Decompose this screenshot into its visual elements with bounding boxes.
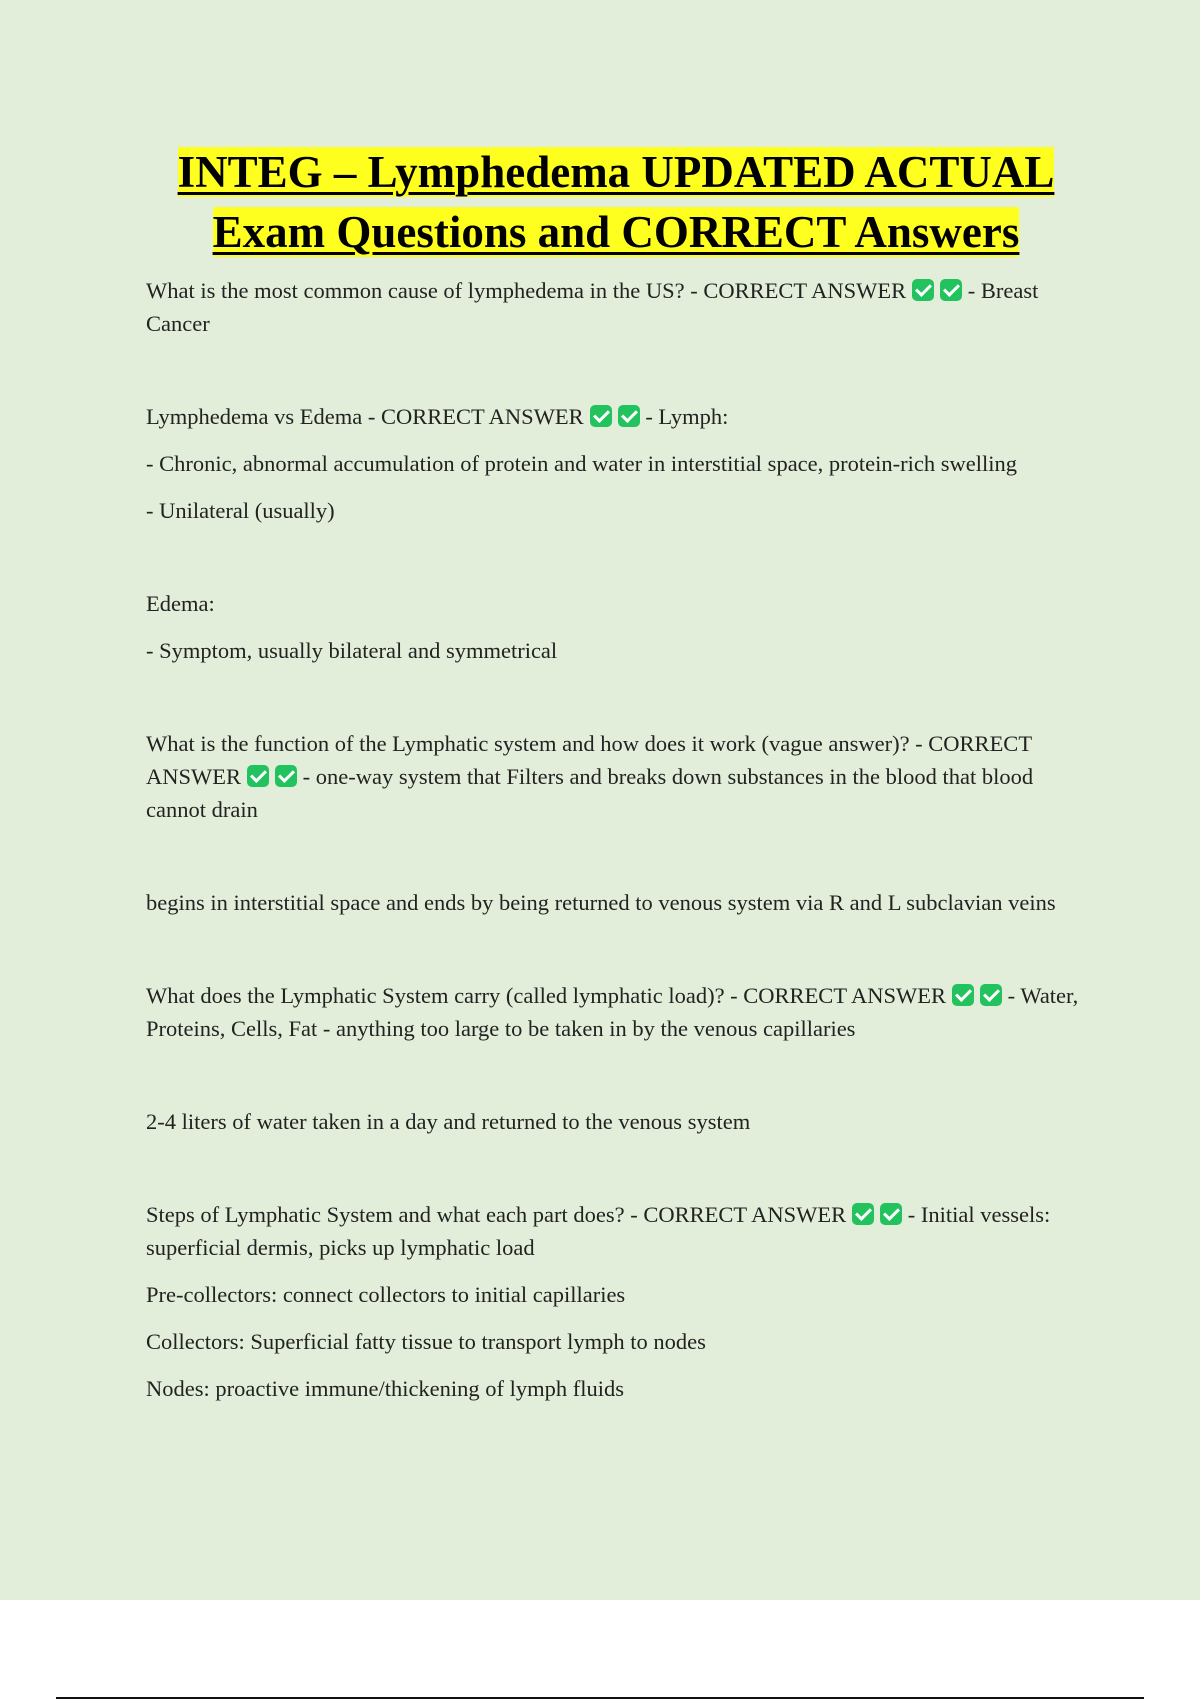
checkmark-box-icon bbox=[912, 279, 934, 301]
question-text: Steps of Lymphatic System and what each part does? - bbox=[146, 1202, 644, 1227]
answer-text: - Initial vessels: superficial dermis, picks up lymphatic load bbox=[146, 1202, 1051, 1260]
question-text: Lymphedema vs Edema - bbox=[146, 404, 381, 429]
answer-marker: CORRECT ANSWER bbox=[703, 278, 907, 303]
checkmark-box-icon bbox=[852, 1203, 874, 1225]
document-content bbox=[146, 142, 1086, 1405]
answer-line: Collectors: Superficial fatty tissue to transport lymph to nodes bbox=[146, 1329, 706, 1354]
answer-marker: CORRECT ANSWER bbox=[380, 404, 584, 429]
answer-marker: CORRECT ANSWER bbox=[146, 731, 1032, 789]
answer-marker: CORRECT ANSWER bbox=[643, 1202, 847, 1227]
answer-text: - Lymph: bbox=[645, 404, 729, 429]
qa-item-1 bbox=[146, 274, 1086, 340]
title-line-2: Exam Questions and CORRECT Answers bbox=[212, 207, 1020, 257]
checkmark-box-icon bbox=[618, 405, 640, 427]
qa-item-5 bbox=[146, 1198, 1086, 1264]
question-text: What is the most common cause of lymphedema in the US? - bbox=[146, 278, 704, 303]
answer-line: - Unilateral (usually) bbox=[146, 498, 335, 523]
answer-text: - one-way system that Filters and breaks down substances in the blood that blood cannot drain bbox=[146, 764, 1034, 822]
qa-item-4 bbox=[146, 979, 1086, 1045]
answer-paragraph: begins in interstitial space and ends by being returned to venous system via R and L subclavian veins bbox=[146, 890, 1056, 915]
answer-marker: CORRECT ANSWER bbox=[743, 983, 947, 1008]
question-text: What does the Lymphatic System carry (called lymphatic load)? - bbox=[146, 983, 744, 1008]
checkmark-box-icon bbox=[940, 279, 962, 301]
document-title bbox=[146, 142, 1086, 262]
answer-subheading: Edema: bbox=[146, 591, 215, 616]
answer-line: - Chronic, abnormal accumulation of protein and water in interstitial space, protein-rich swelling bbox=[146, 451, 1017, 476]
qa-item-2 bbox=[146, 400, 1086, 433]
answer-text: - Water, Proteins, Cells, Fat - anything too large to be taken in by the venous capillaries bbox=[146, 983, 1079, 1041]
checkmark-box-icon bbox=[980, 984, 1002, 1006]
question-text: What is the function of the Lymphatic system and how does it work (vague answer)? - bbox=[146, 731, 929, 756]
checkmark-box-icon bbox=[590, 405, 612, 427]
page-divider bbox=[56, 1697, 1144, 1699]
answer-line: - Symptom, usually bilateral and symmetrical bbox=[146, 638, 558, 663]
answer-line: Pre-collectors: connect collectors to initial capillaries bbox=[146, 1282, 626, 1307]
answer-paragraph: 2-4 liters of water taken in a day and returned to the venous system bbox=[146, 1109, 751, 1134]
title-line-1: INTEG – Lymphedema UPDATED ACTUAL bbox=[177, 147, 1055, 197]
checkmark-box-icon bbox=[247, 765, 269, 787]
qa-item-3 bbox=[146, 727, 1086, 826]
answer-text: - Breast Cancer bbox=[146, 278, 1039, 336]
checkmark-box-icon bbox=[880, 1203, 902, 1225]
checkmark-box-icon bbox=[275, 765, 297, 787]
answer-line: Nodes: proactive immune/thickening of lymph fluids bbox=[146, 1376, 625, 1401]
checkmark-box-icon bbox=[952, 984, 974, 1006]
